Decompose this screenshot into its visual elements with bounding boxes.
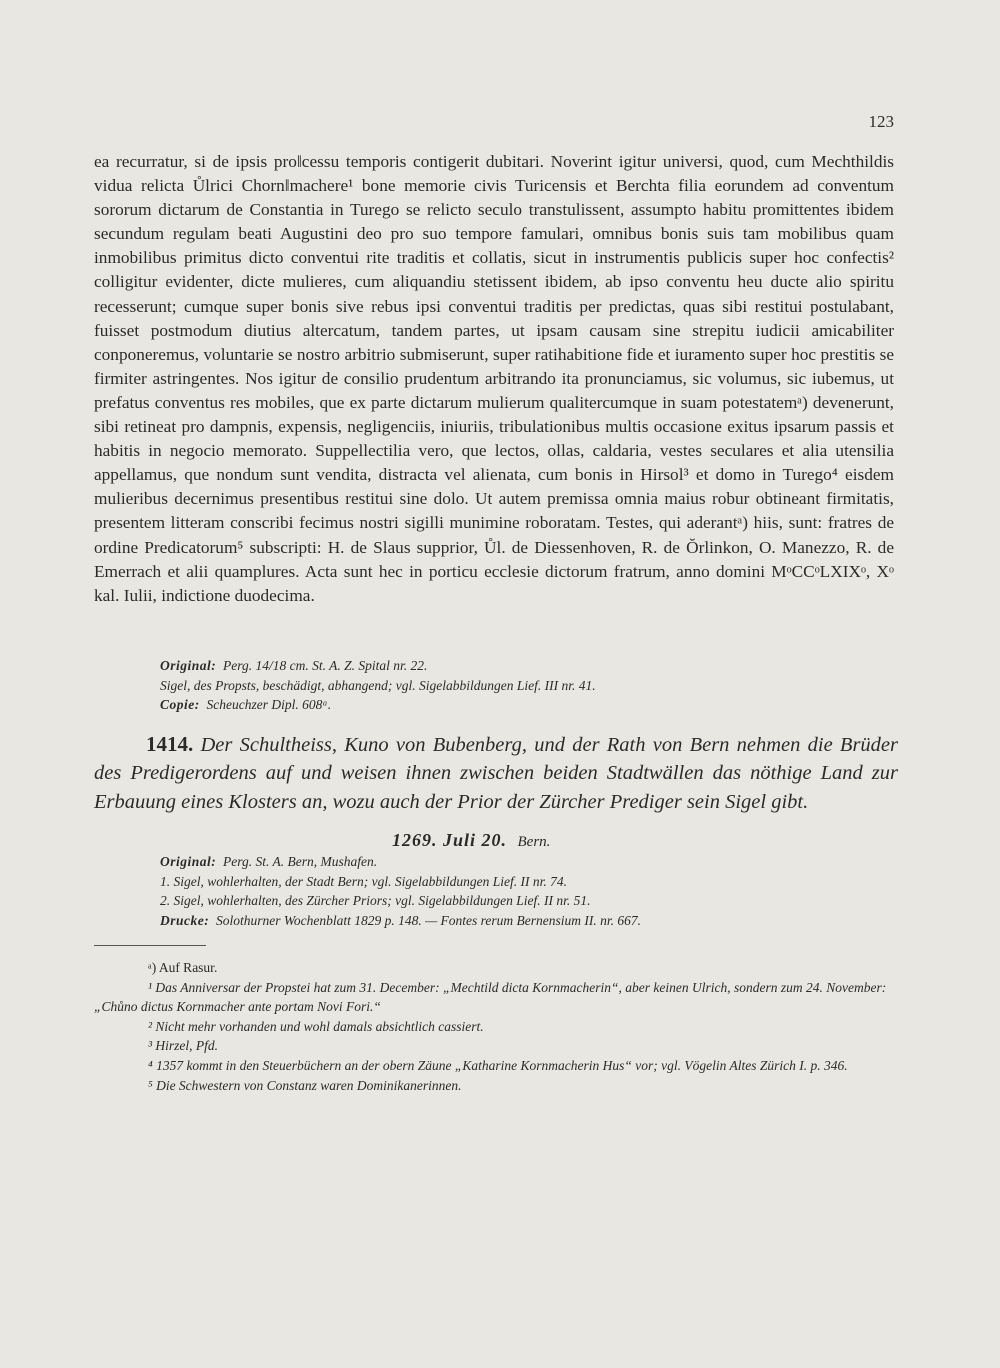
footnote-divider — [94, 945, 206, 946]
copie-text: Scheuchzer Dipl. 608ᵃ. — [206, 697, 332, 712]
footnote-3: ³ Hirzel, Pfd. — [148, 1038, 219, 1054]
original-text: Perg. 14/18 cm. St. A. Z. Spital nr. 22. — [223, 658, 428, 673]
footnote-2: ² Nicht mehr vorhanden und wohl damals absichtlich cassiert. — [148, 1018, 484, 1034]
footnotes — [94, 958, 894, 1095]
copie-label: Copie: — [160, 697, 200, 712]
entry-heading — [94, 730, 898, 816]
original-label: Original: — [160, 658, 217, 673]
entry-original-label: Original: — [160, 854, 217, 869]
seal-note-1: 1. Sigel, wohlerhalten, der Stadt Bern; vgl. Sigelabbildungen Lief. II nr. 74. — [160, 873, 567, 889]
sigel-note: Sigel, des Propsts, beschädigt, abhangend; vgl. Sigelabbildungen Lief. III nr. 41. — [160, 677, 596, 693]
entry-dateline — [392, 830, 812, 851]
entry-summary: Der Schultheiss, Kuno von Bubenberg, und der Rath von Bern nehmen die Brüder des Predigerordens auf und weisen ihnen zwischen beiden Stadtwällen das nöthige Land zur Erbauung eines Klosters an, wozu auch der Prior der Zürcher Prediger sein Sigel gibt. — [94, 734, 898, 813]
footnote-4: ⁴ 1357 kommt in den Steuerbüchern an der obern Zäune „Katharine Kornmacherin Hus“ vor; vgl. Vögelin Altes Zürich I. p. 346. — [148, 1057, 848, 1073]
seal-note-2: 2. Sigel, wohlerhalten, des Zürcher Priors; vgl. Sigelabbildungen Lief. II nr. 51. — [160, 893, 591, 908]
source-notes — [160, 656, 880, 715]
entry-place: Bern. — [517, 834, 551, 850]
entry-date: 1269. Juli 20. — [392, 830, 508, 850]
main-text — [94, 150, 894, 608]
footnote-1: ¹ Das Anniversar der Propstei hat zum 31. December: „Mechtild dicta Kornmacherin“, aber keinen Ulrich, sondern zum 24. November: „Chůno dictus Kornmacher ante portam Novi Fori.“ — [94, 979, 887, 1015]
entry-number: 1414. — [146, 732, 194, 756]
footnote-a: ᵃ) Auf Rasur. — [148, 960, 218, 975]
entry-original-text: Perg. St. A. Bern, Mushafen. — [223, 854, 378, 869]
footnote-5: ⁵ Die Schwestern von Constanz waren Dominikanerinnen. — [148, 1077, 462, 1093]
copie-note — [160, 695, 880, 715]
drucke-note — [160, 911, 880, 931]
main-paragraph: ea recurratur, si de ipsis pro‖cessu temporis contigerit dubitari. Noverint igitur universi, quod, cum Mechthildis vidua relicta Ůlrici Chorn‖machere¹ bone memorie civis Turicensis et Berchta filia eorundem ad conventum sororum dictarum de Constantia in Turego se relicto seculo transtulissent, assumpto habitu promittentes ibidem secundum regulam beati Augustini deo pro suo tempore famulari, omnibus bonis suis tam mobilibus quam inmobilibus primitus dicto conventui rite traditis et collatis, sicut in instrumentis publicis super hoc confectis² colligitur evidenter, dicte mulieres, cum aliquandiu stetissent ibidem, ab ipso conventu heu ducte alio spiritu recesserunt; cumque super bonis sive rebus ipsi conventui traditis per predictas, quas sibi restitui postulabant, fuisset postmodum diutius altercatum, tandem partes, ut ipsam causam sine strepitu iudicii amicabiliter conponeremus, voluntarie se nostro arbitrio submiserunt, super ratihabitione fide et iuramento super hoc prestitis se firmiter astringentes. Nos igitur de consilio prudentum arbitrando ita pronunciamus, sic volumus, sic iubemus, ut prefatus conventus res mobiles, que ex parte dictarum mulierum qualitercumque in suam potestatemᵃ) devenerunt, sibi retineat pro dampnis, expensis, negligenciis, iniuriis, tribulationibus multis occasione exitus ipsarum passis et habitis in negocio memorato. Suppellectilia vero, que lectos, ollas, caldaria, vestes seculares et alia utensilia appellamus, que nondum sunt vendita, distracta vel alienata, cum bonis in Hirsol³ et domo in Turego⁴ eisdem mulieribus decernimus presentibus restitui sine dolo. Ut autem premissa omnia maius robur obtineant firmitatis, presentem litteram conscribi fecimus nostri sigilli munimine roboratam. Testes, qui aderantᵃ) hiis, sunt: fratres de ordine Predicatorum⁵ subscripti: H. de Slaus supprior, Ůl. de Diessenhoven, R. de Ŏrlinkon, O. Manezzo, R. de Emerrach et alii quamplures. Acta sunt hec in porticu ecclesie dictorum fratrum, anno domini MᵒCCᵒLXIXᵒ, Xᵒ kal. Iulii, indictione duodecima. — [94, 152, 894, 605]
entry-notes — [160, 852, 880, 930]
page-number: 123 — [868, 112, 894, 131]
original-note — [160, 656, 880, 676]
drucke-text: Solothurner Wochenblatt 1829 p. 148. — Fontes rerum Bernensium II. nr. 667. — [216, 912, 641, 928]
drucke-label: Drucke: — [160, 912, 210, 928]
entry-original-note — [160, 852, 880, 872]
